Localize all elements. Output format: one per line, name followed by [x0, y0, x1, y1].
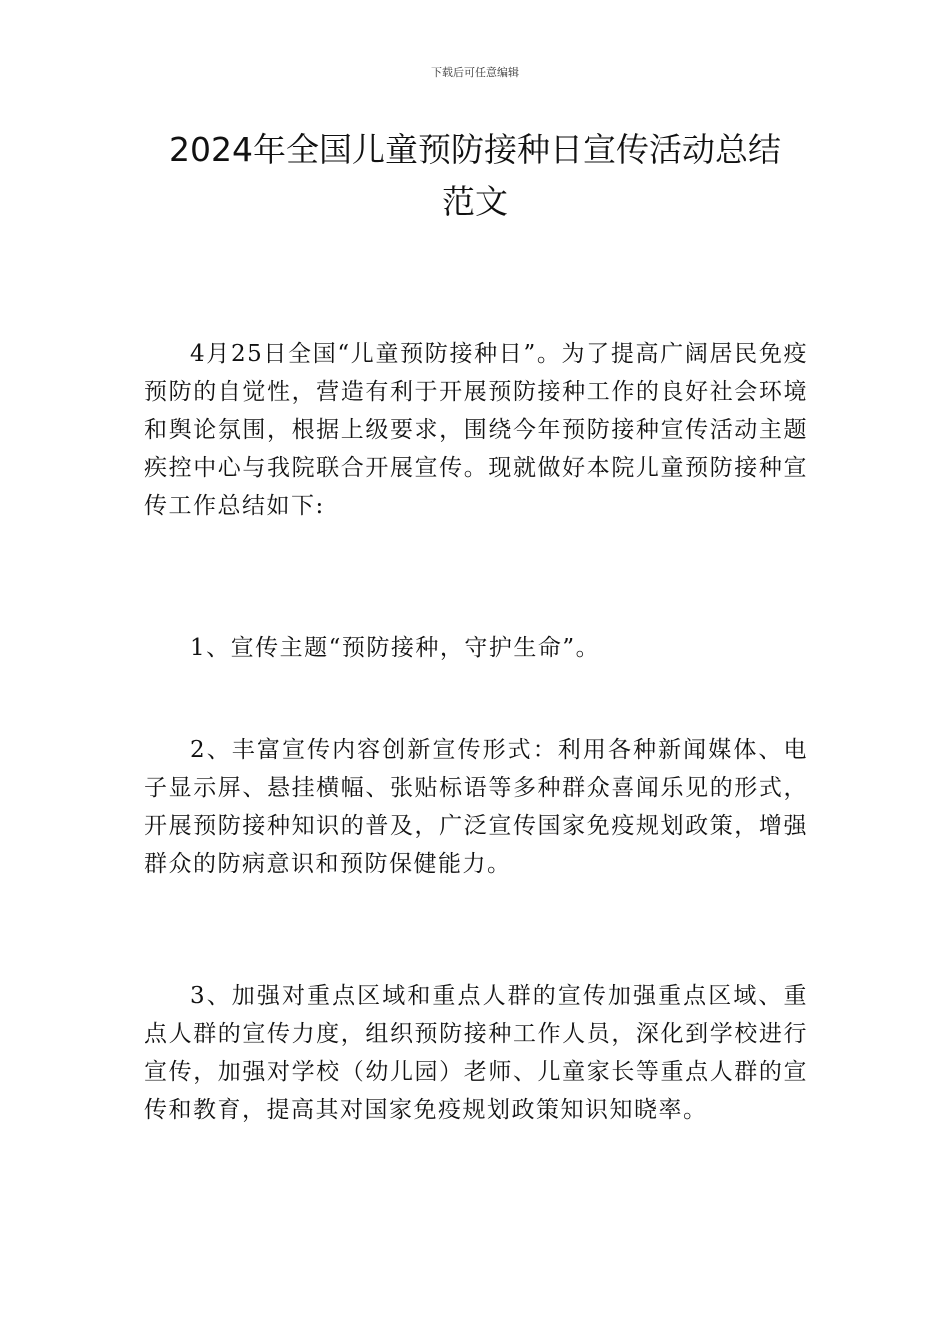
paragraph-item-3: 3、加强对重点区域和重点人群的宣传加强重点区域、重点人群的宣传力度，组织预防接种工作人员，深化到学校进行宣传，加强对学校（幼儿园）老师、儿童家长等重点人群的宣传和教育，提高其对国家免疫规划政策知识知晓率。: [144, 983, 808, 1123]
header-note: 下载后可任意编辑: [431, 66, 519, 79]
title-line-2: 范文: [442, 182, 508, 221]
paragraph-intro: 4月25日全国“儿童预防接种日”。为了提高广阔居民免疫预防的自觉性，营造有利于开展预防接种工作的良好社会环境和舆论氛围，根据上级要求，围绕今年预防接种宣传活动主题疾控中心与我院联合开展宣传。现就做好本院儿童预防接种宣传工作总结如下:: [144, 341, 808, 519]
paragraph-item-1: 1、宣传主题“预防接种，守护生命”。: [190, 635, 601, 661]
document-title: [140, 124, 810, 228]
paragraph-item-2: 2、丰富宣传内容创新宣传形式：利用各种新闻媒体、电子显示屏、悬挂横幅、张贴标语等多种群众喜闻乐见的形式，开展预防接种知识的普及，广泛宣传国家免疫规划政策，增强群众的防病意识和预防保健能力。: [144, 737, 808, 877]
title-line-1: 2024年全国儿童预防接种日宣传活动总结: [169, 130, 781, 169]
